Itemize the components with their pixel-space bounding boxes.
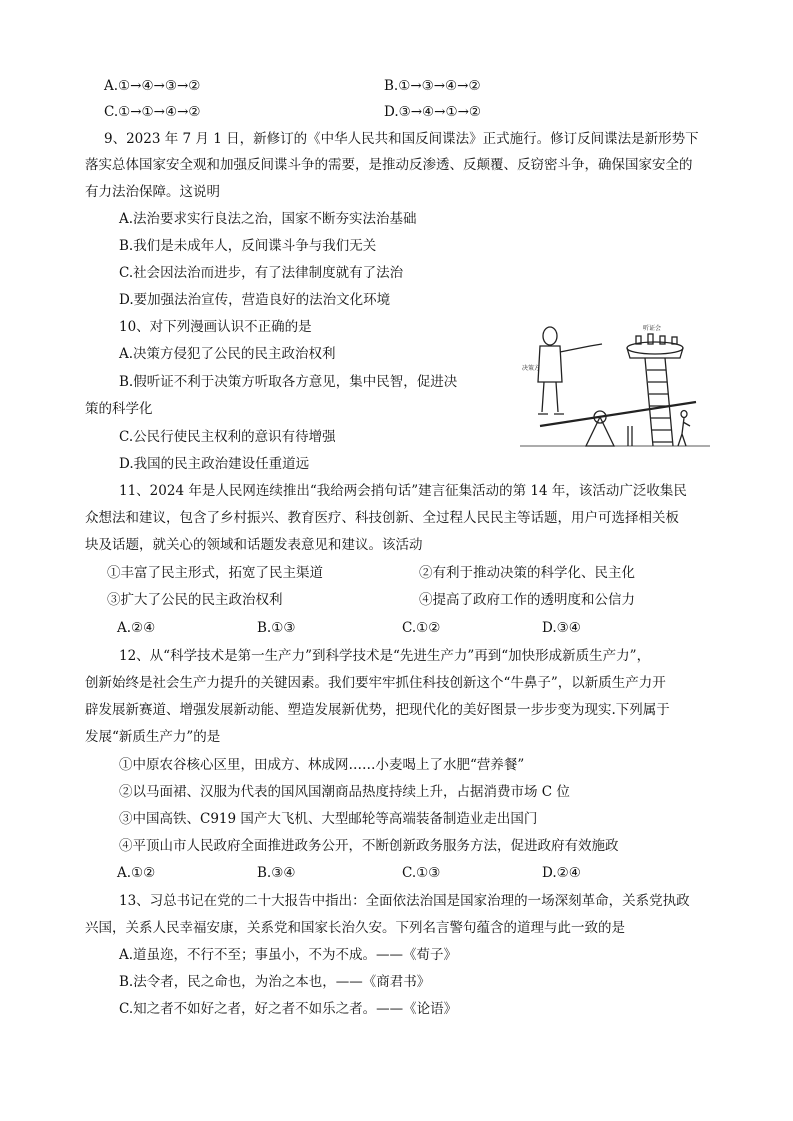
q12-stem-line-2: 创新始终是社会生产力提升的关键因素。我们要牢牢抓住科技创新这个“牛鼻子”，以新质生产力开 xyxy=(85,675,666,691)
decision-maker-head xyxy=(543,327,557,345)
q11-option-a: A.②④ xyxy=(117,620,156,636)
q8-option-b: B.①→③→④→② xyxy=(384,78,481,94)
q12-stem-line-1: 12、从“科学技术是第一生产力”到科学技术是“先进生产力”再到“加快形成新质生产力”， xyxy=(119,648,651,664)
q13-option-a: A.道虽迩，不行不至；事虽小，不为不成。——《荀子》 xyxy=(119,947,458,963)
q11-item-4: ④提高了政府工作的透明度和公信力 xyxy=(419,592,635,608)
q12-item-1: ①中原农谷核心区里，田成方、林成网……小麦喝上了水肥“营养餐” xyxy=(119,757,525,773)
q12-stem-line-4: 发展“新质生产力”的是 xyxy=(85,729,221,745)
q13-option-c: C.知之者不如好之者，好之者不如乐之者。——《论语》 xyxy=(119,1001,458,1017)
q12-option-c: C.①③ xyxy=(402,865,441,881)
ladder xyxy=(645,358,673,446)
q9-stem-line-2: 落实总体国家安全观和加强反间谍斗争的需要，是推动反渗透、反颠覆、反窃密斗争，确保国家安全的 xyxy=(85,157,693,173)
q12-option-d: D.②④ xyxy=(542,865,581,881)
q10-option-c: C.公民行使民主权利的意识有待增强 xyxy=(119,429,336,445)
q11-item-3: ③扩大了公民的民主政治权利 xyxy=(107,592,283,608)
q9-stem-line-3: 有力法治保障。这说明 xyxy=(85,184,220,200)
q9-option-c: C.社会因法治而进步，有了法律制度就有了法治 xyxy=(119,265,404,281)
q11-option-b: B.①③ xyxy=(257,620,296,636)
q13-stem-line-2: 兴国，关系人民幸福安康，关系党和国家长治久安。下列名言警句蕴含的道理与此一致的是 xyxy=(85,920,625,936)
q12-item-2: ②以马面裙、汉服为代表的国风国潮商品热度持续上升，占据消费市场 C 位 xyxy=(119,784,570,800)
q10-option-a: A.决策方侵犯了公民的民主政治权利 xyxy=(119,346,336,362)
q10-option-b-line-1: B.假听证不利于决策方听取各方意见，集中民智，促进决 xyxy=(119,374,458,390)
cartoon-label-top: 听证会 xyxy=(643,325,662,332)
citizen-head xyxy=(681,411,687,418)
q11-item-1: ①丰富了民主形式，拓宽了民主渠道 xyxy=(107,565,323,581)
q11-item-2: ②有利于推动决策的科学化、民主化 xyxy=(419,565,635,581)
q8-option-a: A.①→④→③→② xyxy=(104,78,201,94)
q9-option-d: D.要加强法治宣传，营造良好的法治文化环境 xyxy=(119,292,391,308)
q10-option-b-line-2: 策的科学化 xyxy=(85,401,153,417)
q12-stem-line-3: 辟发展新赛道、增强发展新动能、塑造发展新优势，把现代化的美好图景一步步变为现实.下列属于 xyxy=(85,702,670,718)
q10-stem: 10、对下列漫画认识不正确的是 xyxy=(119,319,312,335)
q11-stem-line-3: 块及话题，就关心的领域和话题发表意见和建议。该活动 xyxy=(85,537,423,553)
decision-maker-body xyxy=(538,346,562,382)
q12-option-b: B.③④ xyxy=(257,865,296,881)
q11-stem-line-2: 众想法和建议，包含了乡村振兴、教育医疗、科技创新、全过程人民民主等话题，用户可选择相关板 xyxy=(85,510,679,526)
q9-option-b: B.我们是未成年人，反间谍斗争与我们无关 xyxy=(119,238,377,254)
q11-stem-line-1: 11、2024 年是人民网连续推出“我给两会捎句话”建言征集活动的第 14 年，该活动广泛收集民 xyxy=(119,483,687,499)
pointing-arm xyxy=(560,344,602,352)
q10-option-d: D.我国的民主政治建设任重道远 xyxy=(119,456,310,472)
q9-option-a: A.法治要求实行良法之治，国家不断夯实法治基础 xyxy=(119,211,417,227)
q11-option-d: D.③④ xyxy=(542,620,581,636)
q12-item-3: ③中国高铁、C919 国产大飞机、大型邮轮等高端装备制造业走出国门 xyxy=(119,811,538,827)
decision-maker-legs xyxy=(542,382,558,412)
cartoon-label-left: 决策方 xyxy=(522,365,541,372)
q9-stem-line-1: 9、2023 年 7 月 1 日，新修订的《中华人民共和国反间谍法》正式施行。修订反间谍法是新形势下 xyxy=(104,131,699,147)
q8-option-d: D.③→④→①→② xyxy=(384,104,481,120)
q13-stem-line-1: 13、习总书记在党的二十大报告中指出：全面依法治国是国家治理的一场深刻革命，关系党执政 xyxy=(119,893,690,909)
q13-option-b: B.法令者，民之命也，为治之本也，——《商君书》 xyxy=(119,974,431,990)
hearing-cartoon xyxy=(520,322,710,454)
q11-option-c: C.①② xyxy=(402,620,441,636)
q8-option-c: C.①→①→④→② xyxy=(104,104,201,120)
q12-item-4: ④平顶山市人民政府全面推进政务公开，不断创新政务服务方法，促进政府有效施政 xyxy=(119,838,619,854)
q12-option-a: A.①② xyxy=(117,865,156,881)
